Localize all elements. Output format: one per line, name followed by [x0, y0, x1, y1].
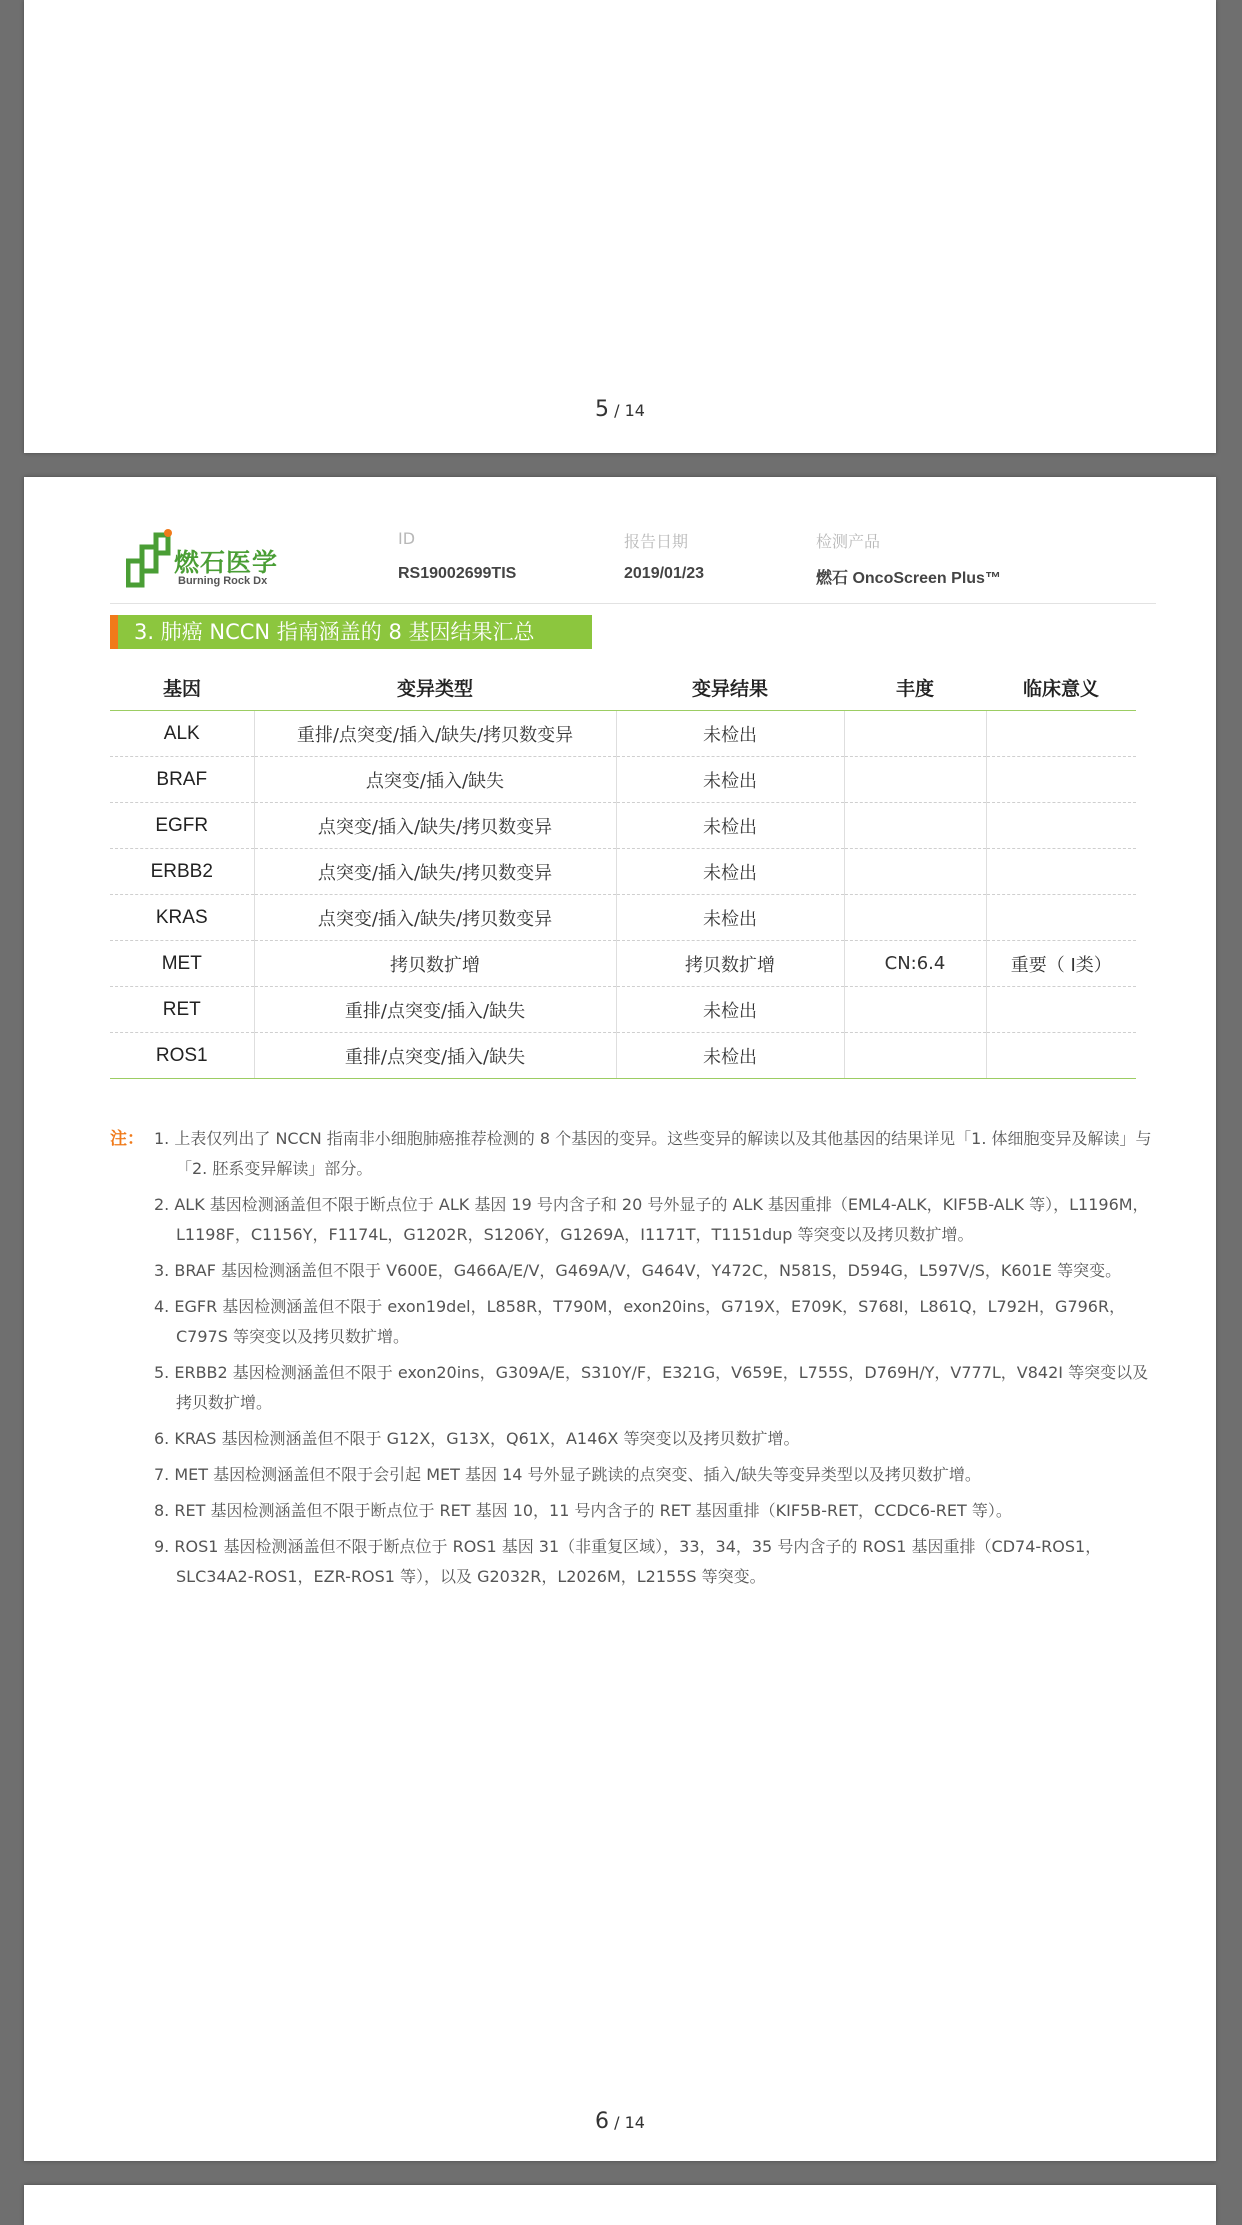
note-item: 6. KRAS 基因检测涵盖但不限于 G12X，G13X，Q61X，A146X 等突变以及拷贝数扩增。 [154, 1429, 800, 1448]
table-row [110, 941, 1136, 987]
section-accent-bar [110, 615, 118, 649]
variant-type-cell: 重排/点突变/插入/缺失 [254, 987, 616, 1033]
report-date-value: 2019/01/23 [624, 565, 705, 582]
notes-label: 注： [110, 1129, 144, 1149]
col-header-variant-result: 变异结果 [616, 664, 844, 711]
gene-cell: BRAF [110, 757, 254, 803]
note-item: 4. EGFR 基因检测涵盖但不限于 exon19del，L858R，T790M，exon20ins，G719X，E709K，S768I，L861Q，L792H，G796R，C797S 等突变以及拷贝数扩增。 [154, 1297, 1126, 1346]
section-title: 3. 肺癌 NCCN 指南涵盖的 8 基因结果汇总 [118, 615, 592, 649]
abundance-cell [844, 757, 986, 803]
abundance-cell [844, 895, 986, 941]
col-header-gene: 基因 [110, 664, 254, 711]
variant-result-cell: 未检出 [616, 987, 844, 1033]
clinical-significance-cell [986, 849, 1136, 895]
variant-type-cell: 点突变/插入/缺失/拷贝数变异 [254, 849, 616, 895]
report-date-label: 报告日期 [624, 532, 689, 551]
logo-name-cn: 燃石医学 [174, 548, 279, 577]
table-header-row [110, 664, 1136, 711]
table-row [110, 895, 1136, 941]
abundance-cell [844, 1033, 986, 1079]
id-value: RS19002699TIS [398, 565, 517, 582]
abundance-cell [844, 803, 986, 849]
note-item: 8. RET 基因检测涵盖但不限于断点位于 RET 基因 10，11 号内含子的 RET 基因重排（KIF5B-RET，CCDC6-RET 等）。 [154, 1501, 1012, 1520]
logo-mark-icon [126, 527, 174, 591]
variant-type-cell: 重排/点突变/插入/缺失 [254, 1033, 616, 1079]
page-number-5: 5 / 14 [595, 397, 645, 422]
table-row [110, 1033, 1136, 1079]
variant-type-cell: 拷贝数扩增 [254, 941, 616, 987]
note-item: 9. ROS1 基因检测涵盖但不限于断点位于 ROS1 基因 31（非重复区域），33，34，35 号内含子的 ROS1 基因重排（CD74-ROS1，SLC34A2-ROS1，EZR-ROS1 等），以及 G2032R，L2026M，L2155S 等突变。 [154, 1537, 1102, 1586]
variant-result-cell: 未检出 [616, 757, 844, 803]
abundance-cell [844, 987, 986, 1033]
notes-section [110, 1124, 1156, 1598]
id-label: ID [398, 529, 416, 548]
clinical-significance-cell [986, 987, 1136, 1033]
burning-rock-logo [126, 527, 306, 597]
gene-cell: KRAS [110, 895, 254, 941]
clinical-significance-cell [986, 895, 1136, 941]
table-row [110, 987, 1136, 1033]
page-7-top [24, 2185, 1216, 2225]
variant-result-cell: 拷贝数扩增 [616, 941, 844, 987]
clinical-significance-cell [986, 757, 1136, 803]
gene-cell: RET [110, 987, 254, 1033]
gene-cell: ERBB2 [110, 849, 254, 895]
gene-cell: ALK [110, 711, 254, 757]
gene-cell: MET [110, 941, 254, 987]
page-6 [24, 477, 1216, 2161]
variant-type-cell: 点突变/插入/缺失/拷贝数变异 [254, 895, 616, 941]
note-item: 5. ERBB2 基因检测涵盖但不限于 exon20ins，G309A/E，S310Y/F，E321G，V659E，L755S，D769H/Y，V777L，V842I 等突变以及拷贝数扩增。 [154, 1363, 1149, 1412]
abundance-cell [844, 711, 986, 757]
clinical-significance-cell [986, 1033, 1136, 1079]
table-row [110, 849, 1136, 895]
variant-result-cell: 未检出 [616, 895, 844, 941]
gene-results-table [110, 664, 1136, 1079]
variant-result-cell: 未检出 [616, 849, 844, 895]
col-header-abundance: 丰度 [844, 664, 986, 711]
variant-result-cell: 未检出 [616, 1033, 844, 1079]
variant-type-cell: 点突变/插入/缺失 [254, 757, 616, 803]
clinical-significance-cell: 重要（ Ⅰ类） [986, 941, 1136, 987]
table-row [110, 757, 1136, 803]
header-divider [110, 603, 1156, 604]
product-value: 燃石 OncoScreen Plus™ [816, 570, 1001, 587]
note-item: 1. 上表仅列出了 NCCN 指南非小细胞肺癌推荐检测的 8 个基因的变异。这些变异的解读以及其他基因的结果详见「1. 体细胞变异及解读」与「2. 胚系变异解读」部分。 [154, 1129, 1152, 1178]
variant-result-cell: 未检出 [616, 711, 844, 757]
note-item: 7. MET 基因检测涵盖但不限于会引起 MET 基因 14 号外显子跳读的点突变、插入/缺失等变异类型以及拷贝数扩增。 [154, 1465, 981, 1484]
variant-result-cell: 未检出 [616, 803, 844, 849]
table-row [110, 803, 1136, 849]
clinical-significance-cell [986, 803, 1136, 849]
page-number-6: 6 / 14 [595, 2109, 645, 2134]
logo-name-en: Burning Rock Dx [178, 575, 268, 587]
gene-cell: ROS1 [110, 1033, 254, 1079]
variant-type-cell: 点突变/插入/缺失/拷贝数变异 [254, 803, 616, 849]
clinical-significance-cell [986, 711, 1136, 757]
abundance-cell [844, 849, 986, 895]
gene-cell: EGFR [110, 803, 254, 849]
col-header-clinical-significance: 临床意义 [986, 664, 1136, 711]
variant-type-cell: 重排/点突变/插入/缺失/拷贝数变异 [254, 711, 616, 757]
note-item: 3. BRAF 基因检测涵盖但不限于 V600E，G466A/E/V，G469A/V，G464V，Y472C，N581S，D594G，L597V/S，K601E 等突变。 [154, 1261, 1122, 1280]
table-row [110, 711, 1136, 757]
abundance-cell: CN:6.4 [844, 941, 986, 987]
page-5 [24, 0, 1216, 453]
note-item: 2. ALK 基因检测涵盖但不限于断点位于 ALK 基因 19 号内含子和 20 号外显子的 ALK 基因重排（EML4-ALK，KIF5B-ALK 等），L1196M，L1198F，C1156Y，F1174L，G1202R，S1206Y，G1269A，I1171T，T1151dup 等突变以及拷贝数扩增。 [154, 1195, 1149, 1244]
product-label: 检测产品 [816, 532, 881, 551]
col-header-variant-type: 变异类型 [254, 664, 616, 711]
